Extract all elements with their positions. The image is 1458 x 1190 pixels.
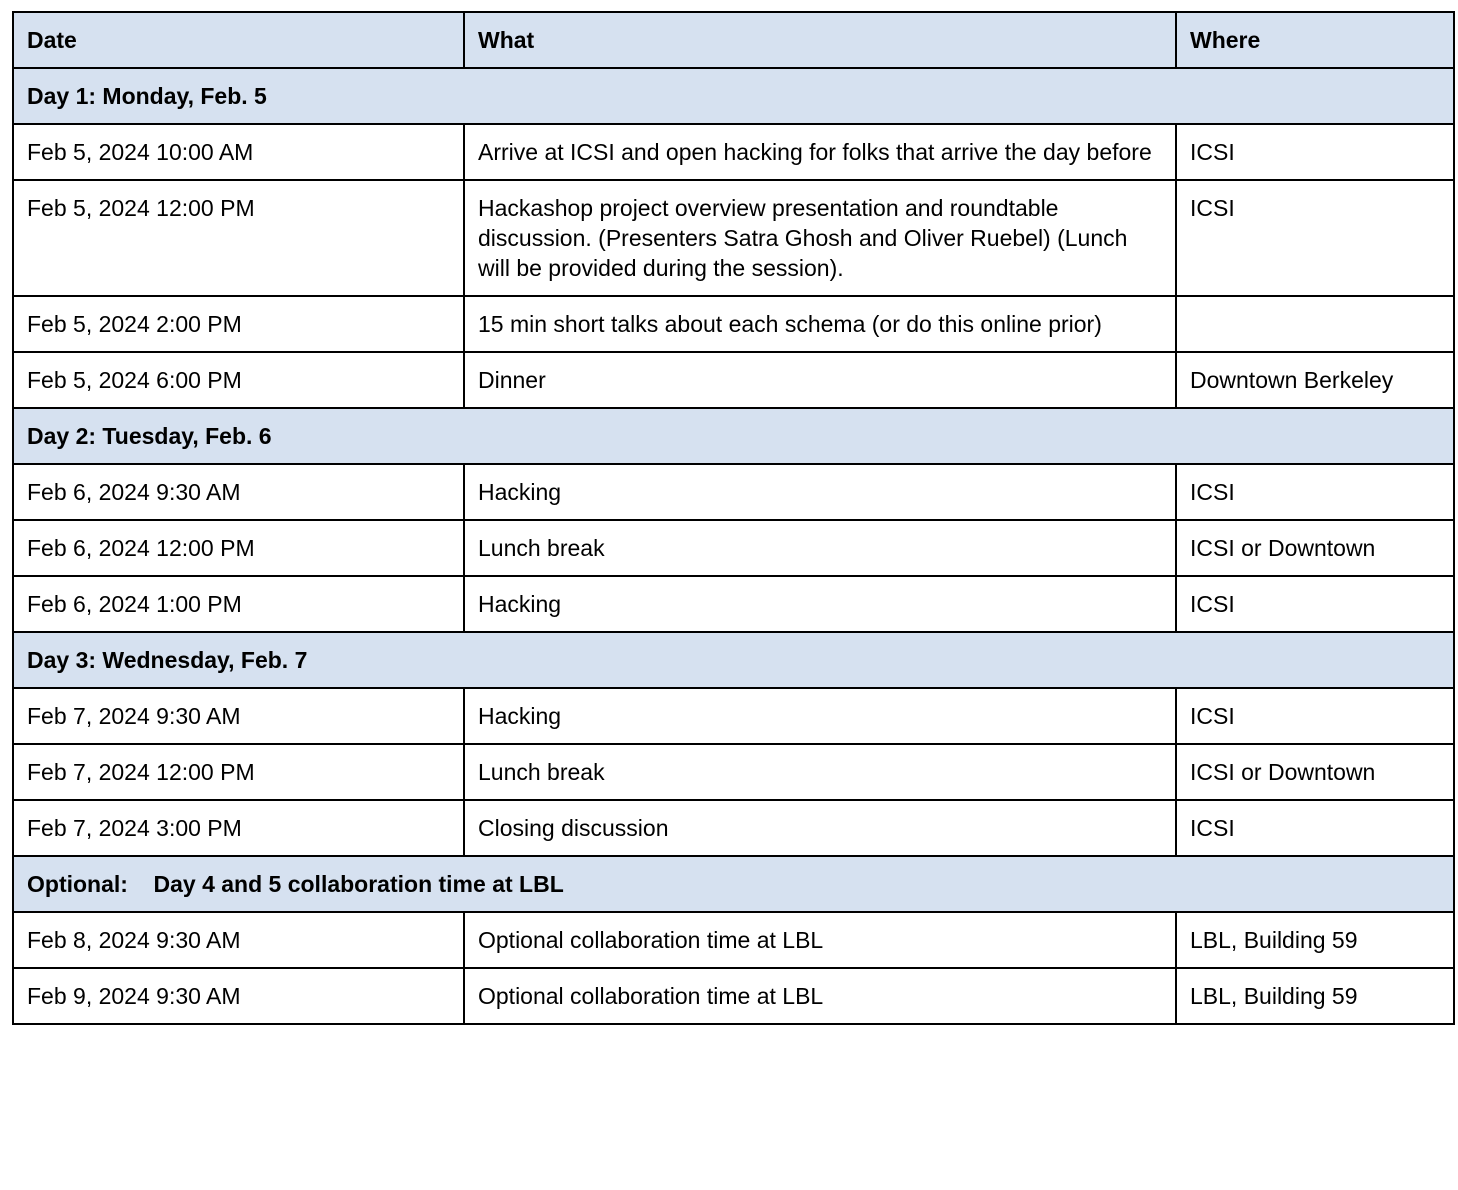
schedule-row: [13, 464, 1454, 520]
day-section-title: Optional: Day 4 and 5 collaboration time at LBL: [13, 856, 1454, 912]
event-location: LBL, Building 59: [1176, 968, 1454, 1024]
event-description: Optional collaboration time at LBL: [464, 912, 1176, 968]
event-description: Hacking: [464, 688, 1176, 744]
day-section-header-row: [13, 408, 1454, 464]
day-section-header-row: [13, 68, 1454, 124]
event-location: ICSI or Downtown: [1176, 520, 1454, 576]
event-description: Lunch break: [464, 744, 1176, 800]
event-description: Hacking: [464, 576, 1176, 632]
event-date: Feb 6, 2024 12:00 PM: [13, 520, 464, 576]
event-location: LBL, Building 59: [1176, 912, 1454, 968]
event-location: ICSI: [1176, 124, 1454, 180]
day-section-header-row: [13, 856, 1454, 912]
schedule-row: [13, 800, 1454, 856]
event-date: Feb 5, 2024 12:00 PM: [13, 180, 464, 296]
schedule-row: [13, 912, 1454, 968]
schedule-table: [12, 11, 1455, 1025]
day-section-title: Day 1: Monday, Feb. 5: [13, 68, 1454, 124]
day-section-title: Day 3: Wednesday, Feb. 7: [13, 632, 1454, 688]
event-location: ICSI: [1176, 464, 1454, 520]
column-header-what: What: [464, 12, 1176, 68]
schedule-row: [13, 352, 1454, 408]
schedule-body: [13, 68, 1454, 1024]
event-date: Feb 7, 2024 9:30 AM: [13, 688, 464, 744]
event-description: Lunch break: [464, 520, 1176, 576]
event-date: Feb 9, 2024 9:30 AM: [13, 968, 464, 1024]
event-location: ICSI: [1176, 800, 1454, 856]
event-description: Hacking: [464, 464, 1176, 520]
event-location: ICSI: [1176, 576, 1454, 632]
schedule-row: [13, 968, 1454, 1024]
event-description: Arrive at ICSI and open hacking for folks that arrive the day before: [464, 124, 1176, 180]
event-location: ICSI: [1176, 688, 1454, 744]
column-header-row: [13, 12, 1454, 68]
day-section-header-row: [13, 632, 1454, 688]
event-date: Feb 7, 2024 3:00 PM: [13, 800, 464, 856]
event-date: Feb 8, 2024 9:30 AM: [13, 912, 464, 968]
schedule-row: [13, 576, 1454, 632]
event-date: Feb 5, 2024 10:00 AM: [13, 124, 464, 180]
column-header-where: Where: [1176, 12, 1454, 68]
column-header-date: Date: [13, 12, 464, 68]
day-section-title: Day 2: Tuesday, Feb. 6: [13, 408, 1454, 464]
event-location: ICSI: [1176, 180, 1454, 296]
schedule-row: [13, 124, 1454, 180]
event-date: Feb 7, 2024 12:00 PM: [13, 744, 464, 800]
event-description: 15 min short talks about each schema (or do this online prior): [464, 296, 1176, 352]
event-location: [1176, 296, 1454, 352]
event-date: Feb 6, 2024 9:30 AM: [13, 464, 464, 520]
schedule-row: [13, 688, 1454, 744]
schedule-row: [13, 296, 1454, 352]
event-location: ICSI or Downtown: [1176, 744, 1454, 800]
event-location: Downtown Berkeley: [1176, 352, 1454, 408]
event-date: Feb 5, 2024 2:00 PM: [13, 296, 464, 352]
event-description: Hackashop project overview presentation and roundtable discussion. (Presenters Satra Ghosh and Oliver Ruebel) (Lunch will be provided during the session).: [464, 180, 1176, 296]
event-description: Closing discussion: [464, 800, 1176, 856]
event-date: Feb 5, 2024 6:00 PM: [13, 352, 464, 408]
schedule-row: [13, 520, 1454, 576]
event-date: Feb 6, 2024 1:00 PM: [13, 576, 464, 632]
event-description: Dinner: [464, 352, 1176, 408]
schedule-row: [13, 744, 1454, 800]
event-description: Optional collaboration time at LBL: [464, 968, 1176, 1024]
schedule-row: [13, 180, 1454, 296]
